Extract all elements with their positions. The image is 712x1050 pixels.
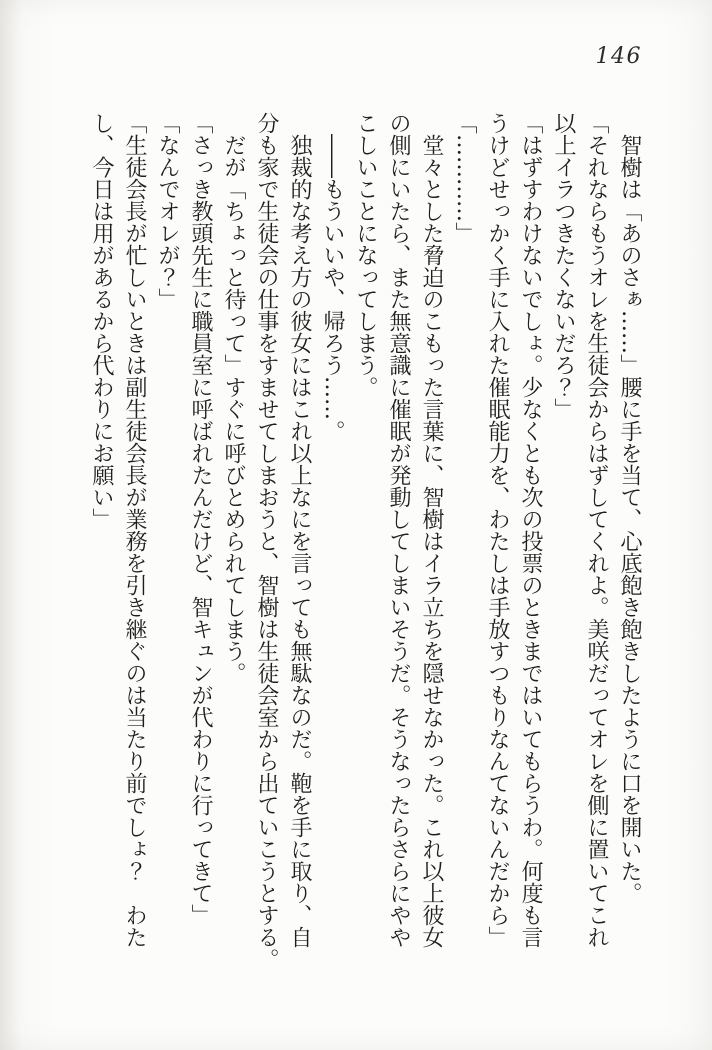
text-block: [85, 112, 646, 970]
text-line: ――もういいや、帰ろう……。: [320, 134, 345, 442]
text-line: の側にいたら、また無意識に催眠が発動してしまいそうだ。そうなったらさらにやや: [386, 112, 411, 948]
text-line: 智樹は「あのさぁ……」腰に手を当て、心底飽き飽きしたように口を開いた。: [617, 134, 642, 904]
text-line: 「さっき教頭先生に職員室に呼ばれたんだけど、智キュンが代わりに行ってきて」: [188, 112, 213, 926]
text-line: 独裁的な考え方の彼女にはこれ以上なにを言っても無駄なのだ。鞄を手に取り、自: [287, 134, 312, 948]
text-line: だが「ちょっと待って」すぐに呼びとめられてしまう。: [221, 134, 246, 684]
text-line: 分も家で生徒会の仕事をすませてしまおうと、智樹は生徒会室から出ていこうとする。: [254, 112, 279, 970]
text-line: こしいことになってしまう。: [353, 112, 378, 398]
text-line: 「それならもうオレを生徒会からはずしてくれよ。美咲だってオレを側に置いてこれ: [584, 112, 609, 948]
text-line: 「はずすわけないでしょ。少なくとも次の投票のときまではいてもらうわ。何度も言: [518, 112, 543, 948]
text-line: うけどせっかく手に入れた催眠能力を、わたしは手放すつもりなんてないんだから」: [485, 112, 510, 948]
page-number: 146: [595, 44, 642, 69]
text-line: 「生徒会長が忙しいときは副生徒会長が業務を引き継ぐのは当たり前でしょ？ わた: [122, 112, 147, 948]
text-line: 以上イラつきたくないだろ？」: [551, 112, 576, 420]
text-line: 堂々とした脅迫のこもった言葉に、智樹はイラ立ちを隠せなかった。これ以上彼女: [419, 134, 444, 948]
text-line: し、今日は用があるから代わりにお願い」: [89, 112, 114, 530]
text-line: 「なんでオレが？」: [155, 112, 180, 310]
text-line: 「…………」: [452, 112, 477, 244]
